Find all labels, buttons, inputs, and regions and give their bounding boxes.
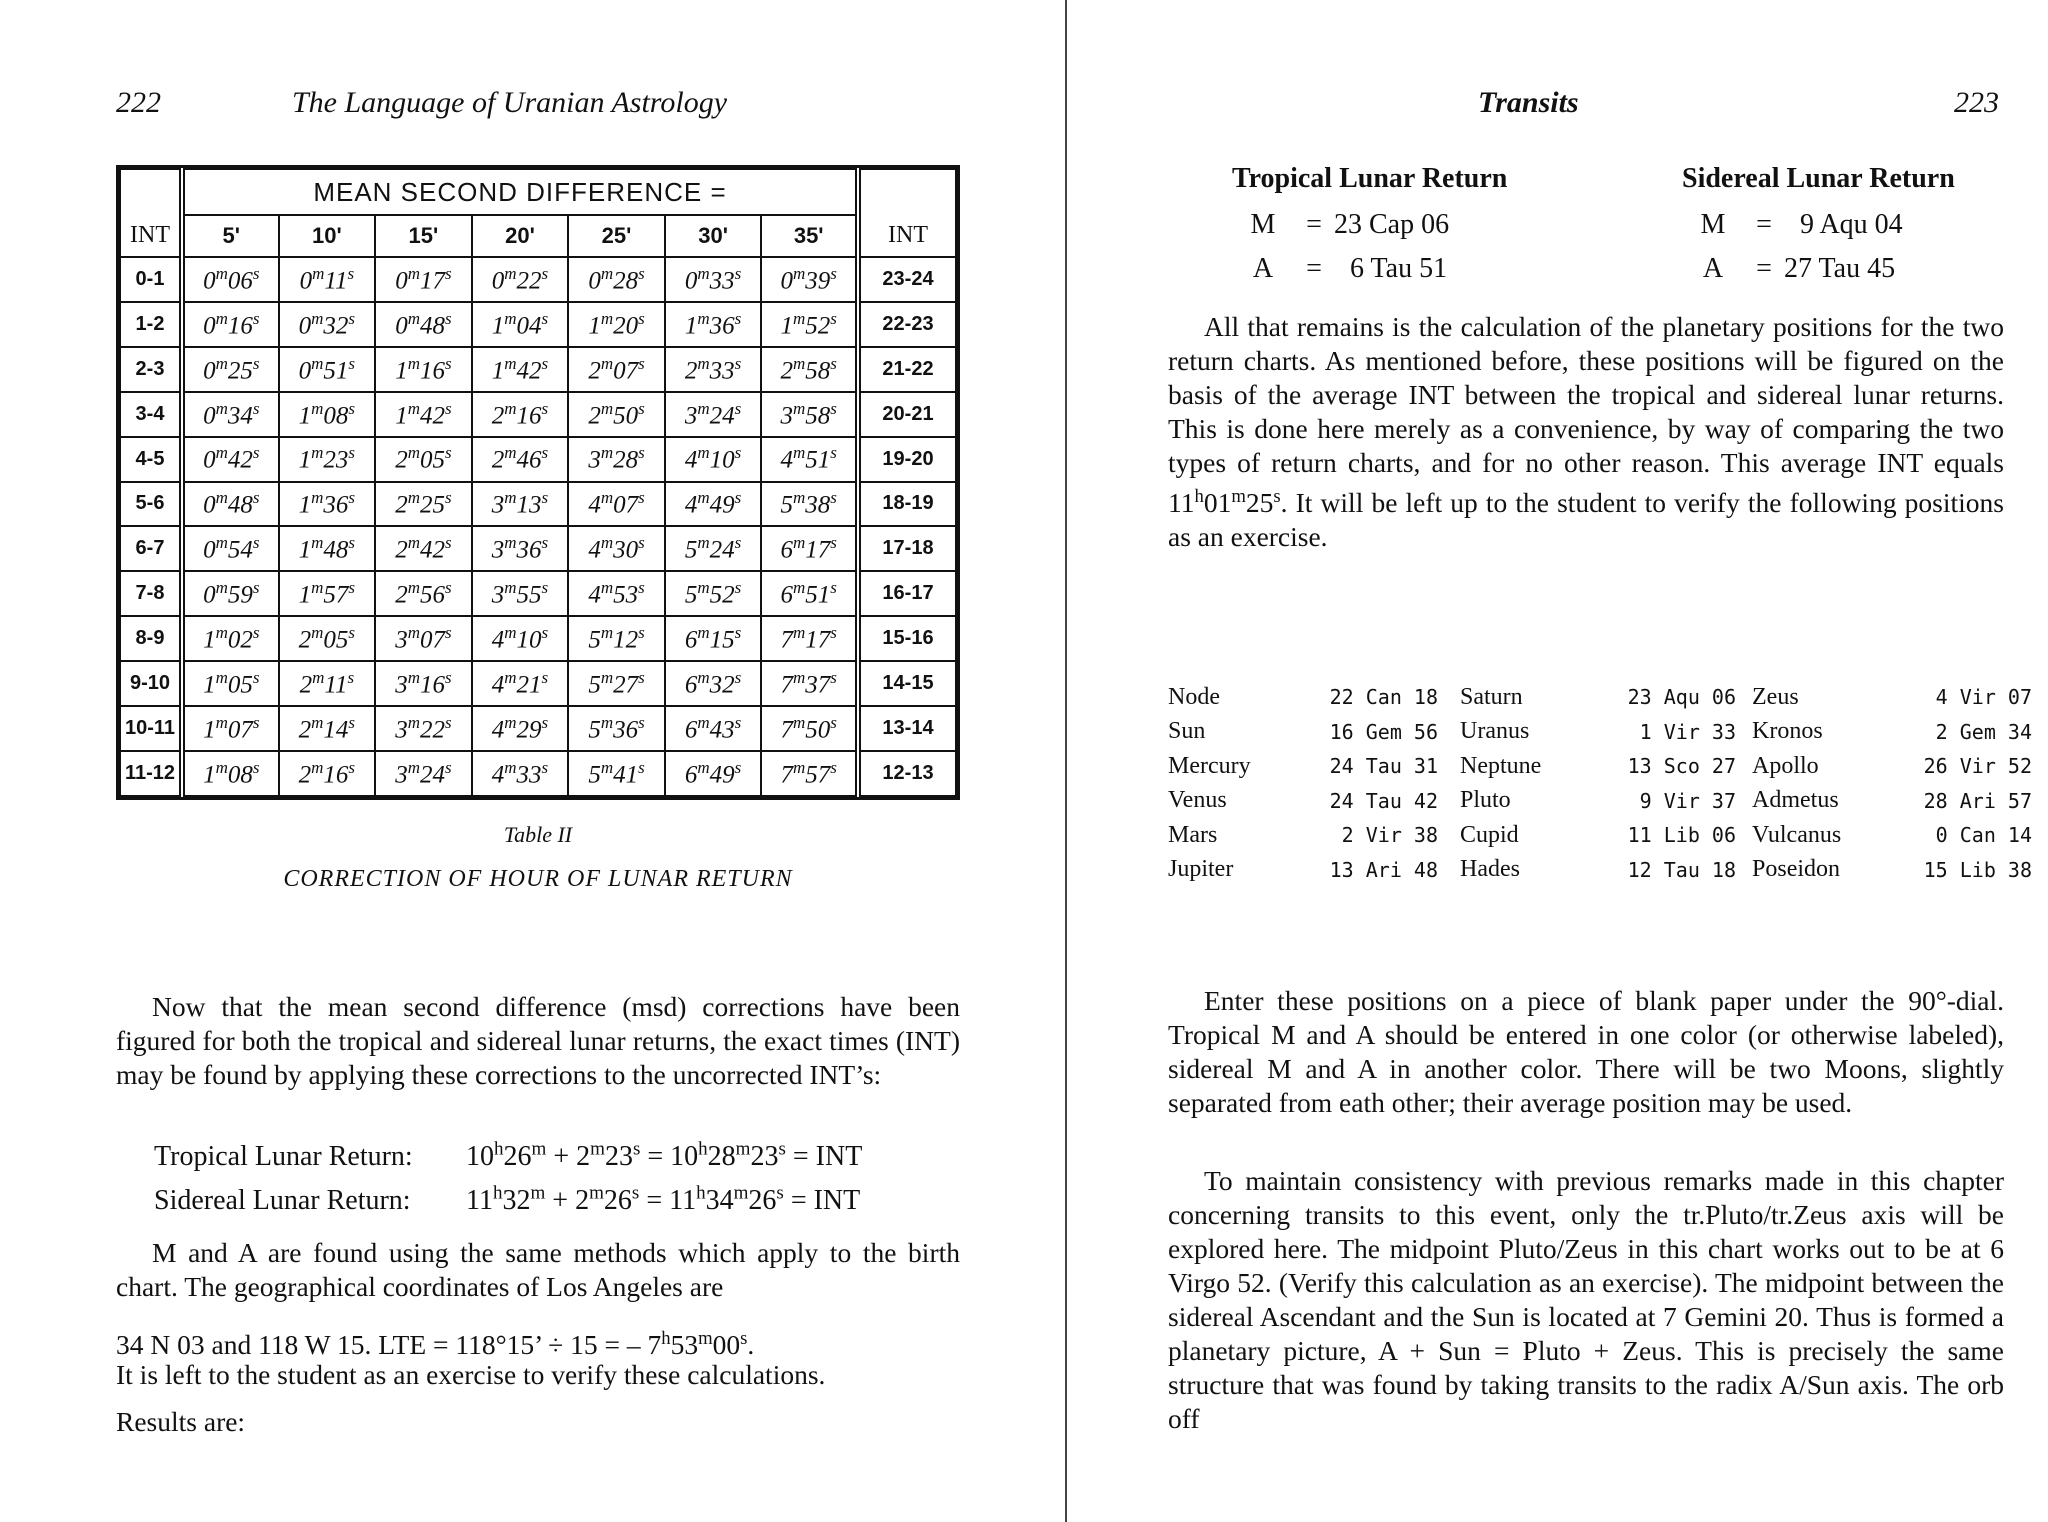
row-key: A: [1252, 253, 1274, 284]
sidereal-return-title: Sidereal Lunar Return: [1682, 163, 1955, 194]
position-row: [1168, 784, 2032, 819]
table-cell: 7$^m$17$^s$: [761, 616, 858, 661]
planet-position: 1 Vir 33: [1639, 719, 1736, 744]
page-number-right: 223: [1954, 86, 1999, 119]
equation-sidereal: [154, 1183, 860, 1217]
table-cell: 2$^m$25$^s$: [375, 482, 472, 527]
sidereal-a-row: [1682, 247, 1955, 291]
page-number-left: 222: [116, 86, 161, 119]
table-caption-title: CORRECTION OF HOUR OF LUNAR RETURN: [283, 866, 793, 892]
table-cell: 5$^m$41$^s$: [568, 751, 665, 796]
table-cell: 2$^m$16$^s$: [472, 392, 569, 437]
row-int-left: 1-2: [120, 302, 182, 347]
planet-position: 13 Sco 27: [1627, 754, 1736, 779]
planet-name: Jupiter: [1168, 856, 1234, 883]
paragraph-text: It is left to the student as an exercise to verify these calculations.: [116, 1359, 826, 1390]
table-row: [120, 302, 956, 347]
table-cell: 1$^m$23$^s$: [279, 437, 376, 482]
table-cell: 4$^m$21$^s$: [472, 661, 569, 706]
planet-name: Zeus: [1752, 683, 1799, 710]
table-cell: 4$^m$10$^s$: [665, 437, 762, 482]
table-cell: 4$^m$49$^s$: [665, 482, 762, 527]
table-cell: 2$^m$46$^s$: [472, 437, 569, 482]
planet-position: 4 Vir 07: [1935, 685, 2032, 710]
planet-position: 0 Can 14: [1935, 823, 2032, 848]
table-cell: 5$^m$52$^s$: [665, 571, 762, 616]
table-cell: 6$^m$17$^s$: [761, 526, 858, 571]
position-row: [1168, 680, 2032, 715]
int-header-right: INT: [858, 215, 956, 257]
table-cell: 1$^m$52$^s$: [761, 302, 858, 347]
table-cell: 1$^m$08$^s$: [279, 392, 376, 437]
planet-name: Venus: [1168, 787, 1227, 814]
row-int-right: 18-19: [858, 482, 956, 527]
body-paragraph: [1168, 984, 2004, 1120]
planet-position: 2 Vir 38: [1341, 823, 1438, 848]
table-cell: 2$^m$07$^s$: [568, 347, 665, 392]
table-cell: 3$^m$24$^s$: [375, 751, 472, 796]
row-int-right: 20-21: [858, 392, 956, 437]
planet-position: 28 Ari 57: [1923, 788, 2032, 813]
table-cell: 5$^m$27$^s$: [568, 661, 665, 706]
column-header: 35': [761, 215, 858, 257]
equals-sign: =: [1306, 253, 1322, 284]
running-title-left: The Language of Uranian Astrology: [292, 86, 728, 119]
table-cell: 0$^m$34$^s$: [182, 392, 279, 437]
table-cell: 3$^m$28$^s$: [568, 437, 665, 482]
planet-positions-table: [1168, 680, 2032, 887]
table-cell: 6$^m$51$^s$: [761, 571, 858, 616]
table-cell: 1$^m$57$^s$: [279, 571, 376, 616]
equation-tropical: [154, 1139, 862, 1173]
row-value: 27 Tau 45: [1784, 253, 1896, 284]
planet-name: Node: [1168, 683, 1220, 710]
table-cell: 4$^m$29$^s$: [472, 706, 569, 751]
row-int-left: 0-1: [120, 257, 182, 302]
sidereal-m-row: [1682, 203, 1955, 247]
table-cell: 6$^m$43$^s$: [665, 706, 762, 751]
table-cell: 7$^m$57$^s$: [761, 751, 858, 796]
table-cell: 3$^m$13$^s$: [472, 482, 569, 527]
body-paragraph: [116, 990, 960, 1092]
table-row: [120, 706, 956, 751]
table-cell: 0$^m$28$^s$: [568, 257, 665, 302]
table-cell: 2$^m$05$^s$: [375, 437, 472, 482]
table-cell: 3$^m$36$^s$: [472, 526, 569, 571]
table-row: [120, 661, 956, 706]
table-cell: 4$^m$53$^s$: [568, 571, 665, 616]
table-cell: 1$^m$16$^s$: [375, 347, 472, 392]
table-cell: 5$^m$38$^s$: [761, 482, 858, 527]
planet-position: 16 Gem 56: [1329, 719, 1438, 744]
equation-label: Sidereal Lunar Return:: [154, 1185, 411, 1217]
planet-position: 24 Tau 42: [1329, 788, 1438, 813]
body-paragraph: [116, 1236, 960, 1304]
row-int-left: 4-5: [120, 437, 182, 482]
planet-position: 15 Lib 38: [1923, 857, 2032, 882]
table-cell: 4$^m$51$^s$: [761, 437, 858, 482]
table-cell: 5$^m$36$^s$: [568, 706, 665, 751]
planet-name: Cupid: [1460, 821, 1519, 848]
planet-name: Mars: [1168, 821, 1218, 848]
column-header: 25': [568, 215, 665, 257]
table-cell: 1$^m$48$^s$: [279, 526, 376, 571]
table-cell: 0$^m$51$^s$: [279, 347, 376, 392]
planet-name: Mercury: [1168, 752, 1251, 779]
table-cell: 0$^m$59$^s$: [182, 571, 279, 616]
table-row: [120, 526, 956, 571]
row-value: 6 Tau 51: [1350, 253, 1448, 284]
planet-position: 24 Tau 31: [1329, 754, 1438, 779]
planet-name: Kronos: [1752, 718, 1823, 745]
body-paragraph: [116, 1405, 960, 1439]
planet-name: Hades: [1460, 856, 1520, 883]
int-header-left: INT: [120, 215, 182, 257]
table-cell: 0$^m$48$^s$: [182, 482, 279, 527]
tropical-return-title: Tropical Lunar Return: [1232, 163, 1508, 194]
table-cell: 1$^m$42$^s$: [472, 347, 569, 392]
table-cell: 3$^m$22$^s$: [375, 706, 472, 751]
table-cell: 5$^m$12$^s$: [568, 616, 665, 661]
table-cell: 2$^m$56$^s$: [375, 571, 472, 616]
table-cell: 0$^m$39$^s$: [761, 257, 858, 302]
equals-sign: =: [1306, 209, 1322, 240]
tropical-return-block: [1232, 163, 1507, 291]
position-row: [1168, 818, 2032, 853]
planet-name: Uranus: [1460, 718, 1530, 745]
row-int-right: 14-15: [858, 661, 956, 706]
row-int-left: 2-3: [120, 347, 182, 392]
table-cell: 3$^m$07$^s$: [375, 616, 472, 661]
table-row: [120, 347, 956, 392]
running-title-right: Transits: [1478, 86, 1579, 119]
table-cell: 2$^m$05$^s$: [279, 616, 376, 661]
table-title: MEAN SECOND DIFFERENCE =: [182, 169, 858, 215]
table-cell: 0$^m$06$^s$: [182, 257, 279, 302]
table-cell: 1$^m$36$^s$: [279, 482, 376, 527]
table-cell: 1$^m$20$^s$: [568, 302, 665, 347]
table-row: [120, 257, 956, 302]
table-cell: 2$^m$14$^s$: [279, 706, 376, 751]
row-int-left: 9-10: [120, 661, 182, 706]
paragraph-text: All that remains is the calculation of the planetary positions for the two return charts. As mentioned before, these positions will be figured on the basis of the average INT between the tropical and sidereal lunar returns. This is done here merely as a convenience, by way of comparing the two types of return charts, and for no other reason. This average INT equals 11$^h$01$^m$25$^s$. It will be left up to the student to verify the following positions as an exercise.: [1168, 311, 2004, 553]
position-row: [1168, 749, 2032, 784]
table-cell: 4$^m$07$^s$: [568, 482, 665, 527]
tropical-m-row: [1232, 203, 1507, 247]
table-row: [120, 392, 956, 437]
equals-sign: =: [1756, 209, 1772, 240]
table-row: [120, 751, 956, 796]
planet-name: Neptune: [1460, 752, 1542, 779]
table-cell: 6$^m$32$^s$: [665, 661, 762, 706]
table-cell: 3$^m$55$^s$: [472, 571, 569, 616]
planet-position: 11 Lib 06: [1627, 823, 1736, 848]
row-int-right: 23-24: [858, 257, 956, 302]
table-cell: 1$^m$36$^s$: [665, 302, 762, 347]
table-cell: 2$^m$33$^s$: [665, 347, 762, 392]
planet-position: 12 Tau 18: [1627, 857, 1736, 882]
table-cell: 1$^m$02$^s$: [182, 616, 279, 661]
table-cell: 0$^m$32$^s$: [279, 302, 376, 347]
table-cell: 3$^m$58$^s$: [761, 392, 858, 437]
position-row: [1168, 853, 2032, 888]
table-cell: 5$^m$24$^s$: [665, 526, 762, 571]
table-cell: 6$^m$15$^s$: [665, 616, 762, 661]
table-cell: 0$^m$11$^s$: [279, 257, 376, 302]
row-int-right: 12-13: [858, 751, 956, 796]
row-int-left: 11-12: [120, 751, 182, 796]
table-row: [120, 437, 956, 482]
table-cell: 0$^m$33$^s$: [665, 257, 762, 302]
table-cell: 0$^m$48$^s$: [375, 302, 472, 347]
row-key: A: [1702, 253, 1724, 284]
row-int-left: 6-7: [120, 526, 182, 571]
equation-value: $10^h26^m + 2^m23^s = 10^h28^m23^s$ = INT: [466, 1139, 863, 1173]
row-int-right: 21-22: [858, 347, 956, 392]
sidereal-return-block: [1682, 163, 1955, 291]
table-cell: 2$^m$11$^s$: [279, 661, 376, 706]
equals-sign: =: [1756, 253, 1772, 284]
row-int-right: 19-20: [858, 437, 956, 482]
table-cell: 0$^m$42$^s$: [182, 437, 279, 482]
table-cell: 1$^m$08$^s$: [182, 751, 279, 796]
table-cell: 1$^m$04$^s$: [472, 302, 569, 347]
table-cell: 0$^m$16$^s$: [182, 302, 279, 347]
planet-name: Pluto: [1460, 787, 1511, 814]
table-row: [120, 616, 956, 661]
table-cell: 7$^m$37$^s$: [761, 661, 858, 706]
tropical-a-row: [1232, 247, 1507, 291]
row-key: M: [1250, 209, 1276, 240]
row-int-left: 8-9: [120, 616, 182, 661]
table-cell: 1$^m$05$^s$: [182, 661, 279, 706]
paragraph-text: To maintain consistency with previous remarks made in this chapter concerning transits to this event, only the tr.Pluto/tr.Zeus axis will be explored here. The midpoint Pluto/Zeus in this chart works out to be at 6 Virgo 52. (Verify this calculation as an exercise). The midpoint between the sidereal Ascendant and the Sun is located at 7 Gemini 20. Thus is formed a planetary picture, A + Sun = Pluto + Zeus. This is precisely the same structure that was found by taking transits to the radix A/Sun axis. The orb off: [1168, 1165, 2004, 1434]
column-header: 5': [182, 215, 279, 257]
row-value: 9 Aqu 04: [1800, 209, 1903, 240]
equation-value: $11^h32^m + 2^m26^s = 11^h34^m26^s$ = INT: [466, 1183, 861, 1217]
table-cell: 2$^m$50$^s$: [568, 392, 665, 437]
body-paragraph: [116, 1322, 960, 1362]
table-cell: 3$^m$16$^s$: [375, 661, 472, 706]
row-int-right: 13-14: [858, 706, 956, 751]
column-header: 30': [665, 215, 762, 257]
planet-name: Sun: [1168, 718, 1206, 745]
column-header: 15': [375, 215, 472, 257]
table-cell: 4$^m$33$^s$: [472, 751, 569, 796]
table-cell: 2$^m$42$^s$: [375, 526, 472, 571]
paragraph-text: Enter these positions on a piece of blank paper under the 90°-dial. Tropical M and A should be entered in one color (or otherwise labeled), sidereal M and A in another color. There will be two Moons, slightly separated from eath other; their average position may be used.: [1168, 985, 2004, 1118]
body-paragraph: [1168, 310, 2004, 554]
table-cell: 4$^m$10$^s$: [472, 616, 569, 661]
table-caption-label: Table II: [503, 822, 573, 847]
table-cell: 4$^m$30$^s$: [568, 526, 665, 571]
row-int-left: 10-11: [120, 706, 182, 751]
table-cell: 3$^m$24$^s$: [665, 392, 762, 437]
row-int-right: 16-17: [858, 571, 956, 616]
row-key: M: [1700, 209, 1726, 240]
table-cell: 1$^m$42$^s$: [375, 392, 472, 437]
row-value: 23 Cap 06: [1334, 209, 1450, 240]
planet-name: Admetus: [1752, 787, 1839, 814]
row-int-left: 7-8: [120, 571, 182, 616]
planet-name: Vulcanus: [1752, 821, 1842, 848]
planet-name: Apollo: [1752, 752, 1819, 779]
table-cell: 0$^m$25$^s$: [182, 347, 279, 392]
position-row: [1168, 715, 2032, 750]
planet-position: 22 Can 18: [1329, 685, 1438, 710]
paragraph-text: Now that the mean second difference (msd) corrections have been figured for both the tropical and sidereal lunar returns, the exact times (INT) may be found by applying these corrections to the uncorrected INT’s:: [116, 991, 960, 1090]
body-paragraph: [116, 1358, 960, 1392]
row-int-right: 17-18: [858, 526, 956, 571]
planet-position: 13 Ari 48: [1329, 857, 1438, 882]
planet-name: Saturn: [1460, 683, 1523, 710]
table-row: [120, 482, 956, 527]
planet-position: 26 Vir 52: [1923, 754, 2032, 779]
table-cell: 1$^m$07$^s$: [182, 706, 279, 751]
msd-table: [116, 165, 960, 800]
table-cell: 0$^m$54$^s$: [182, 526, 279, 571]
table-cell: 6$^m$49$^s$: [665, 751, 762, 796]
table-cell: 0$^m$17$^s$: [375, 257, 472, 302]
row-int-left: 5-6: [120, 482, 182, 527]
row-int-right: 15-16: [858, 616, 956, 661]
table-cell: 2$^m$16$^s$: [279, 751, 376, 796]
paragraph-text: Results are:: [116, 1406, 246, 1437]
table-cell: 7$^m$50$^s$: [761, 706, 858, 751]
table-cell: 0$^m$22$^s$: [472, 257, 569, 302]
paragraph-text: M and A are found using the same methods which apply to the birth chart. The geographical coordinates of Los Angeles are: [116, 1237, 960, 1302]
row-int-right: 22-23: [858, 302, 956, 347]
body-paragraph: [1168, 1164, 2004, 1436]
table-row: [120, 571, 956, 616]
column-header: 20': [472, 215, 569, 257]
column-header: 10': [279, 215, 376, 257]
row-int-left: 3-4: [120, 392, 182, 437]
paragraph-text: 34 N 03 and 118 W 15. LTE = 118°15’ ÷ 15 = – 7$^h$53$^m$00$^s$.: [116, 1328, 755, 1361]
planet-position: 9 Vir 37: [1639, 788, 1736, 813]
planet-position: 23 Aqu 06: [1627, 685, 1736, 710]
equation-label: Tropical Lunar Return:: [154, 1141, 413, 1173]
planet-position: 2 Gem 34: [1935, 719, 2032, 744]
table-cell: 2$^m$58$^s$: [761, 347, 858, 392]
page-gutter: [1065, 0, 1067, 1522]
planet-name: Poseidon: [1752, 856, 1841, 883]
